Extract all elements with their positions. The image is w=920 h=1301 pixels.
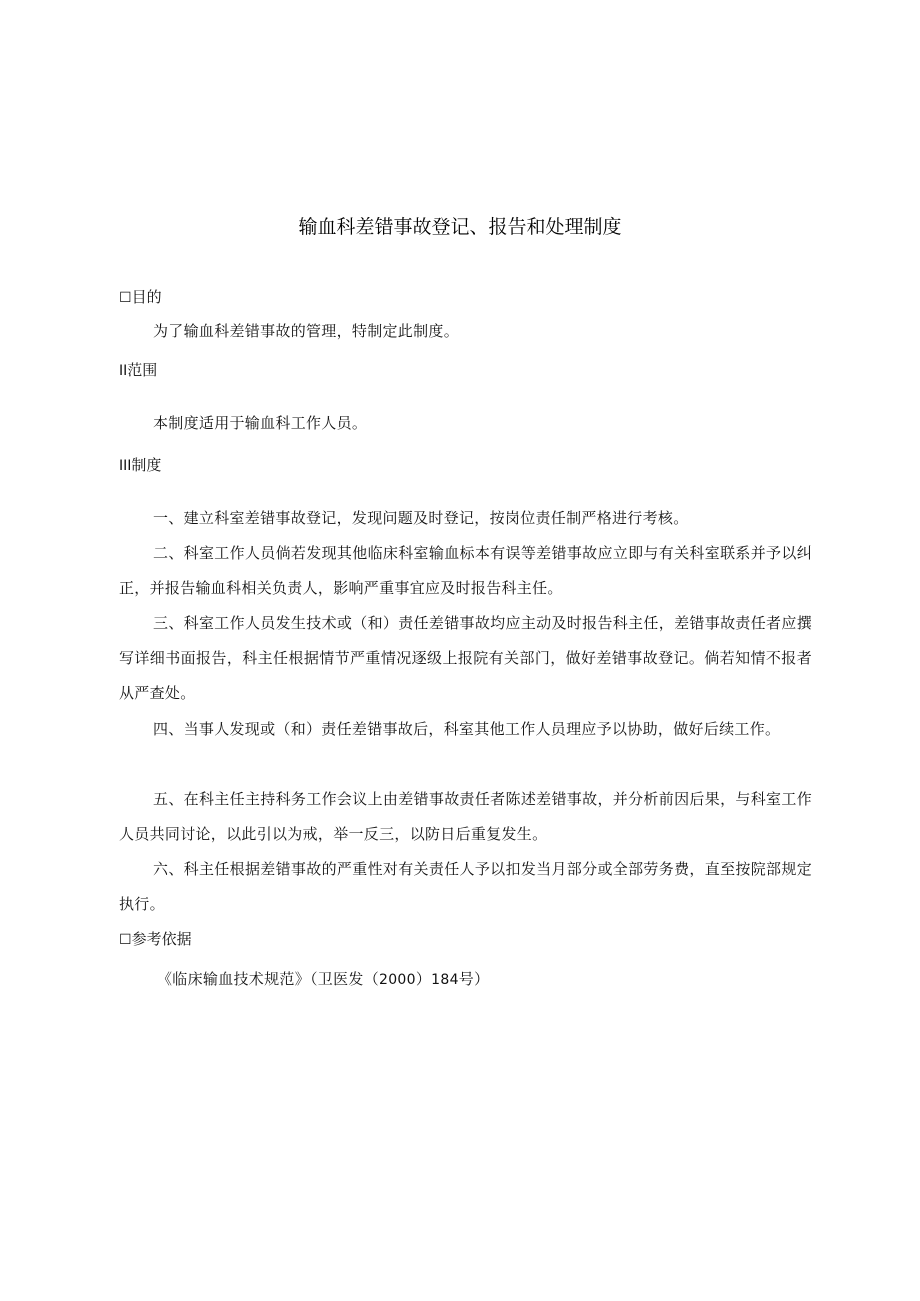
- citation-year: 2000: [379, 972, 416, 988]
- section-heading-system: [119, 454, 161, 477]
- system-item-1: 一、建立科室差错事故登记，发现问题及时登记，按岗位责任制严格进行考核。: [153, 509, 689, 527]
- system-item-4: 四、当事人发现或（和）责任差错事故后，科室其他工作人员理应予以协助，做好后续工作。: [153, 720, 781, 738]
- checkbox-marker-icon: ☐: [119, 932, 132, 948]
- checkbox-marker-icon: ☐: [119, 290, 132, 306]
- system-item-6: 六、科主任根据差错事故的严重性对有关责任人予以扣发当月部分或全部劳务费，直至按院部规定执行。: [119, 860, 812, 913]
- system-item-2: 二、科室工作人员倘若发现其他临床科室输血标本有误等差错事故应立即与有关科室联系并予以纠正，并报告输血科相关负责人，影响严重事宜应及时报告科主任。: [119, 544, 812, 597]
- purpose-text: 为了输血科差错事故的管理，特制定此制度。: [153, 322, 460, 340]
- section-marker-system: III: [119, 458, 132, 474]
- reference-citation: [119, 962, 812, 998]
- section-title-purpose: 目的: [131, 288, 162, 306]
- document-title: 输血科差错事故登记、报告和处理制度: [298, 216, 622, 238]
- citation-suffix: 号）: [458, 970, 490, 988]
- system-item-3: 三、科室工作人员发生技术或（和）责任差错事故均应主动及时报告科主任，差错事故责任者应撰写详细书面报告，科主任根据情节严重情况逐级上报院有关部门，做好差错事故登记。倘若知情不报者从严查处。: [119, 614, 812, 702]
- citation-number: 184: [431, 972, 459, 988]
- section-marker-scope: II: [119, 363, 128, 379]
- citation-prefix: 《临床输血技术规范》（卫医发（: [157, 970, 380, 988]
- section-title-system: 制度: [131, 456, 162, 474]
- section-heading-reference: [119, 928, 192, 951]
- section-heading-purpose: [119, 286, 162, 309]
- citation-mid: ）: [415, 970, 432, 988]
- scope-text: 本制度适用于输血科工作人员。: [153, 414, 368, 432]
- section-heading-scope: [119, 359, 157, 382]
- section-title-reference: 参考依据: [131, 930, 192, 948]
- system-item-5: 五、在科主任主持科务工作会议上由差错事故责任者陈述差错事故，并分析前因后果，与科室工作人员共同讨论，以此引以为戒，举一反三，以防日后重复发生。: [119, 790, 812, 843]
- section-title-scope: 范围: [127, 361, 158, 379]
